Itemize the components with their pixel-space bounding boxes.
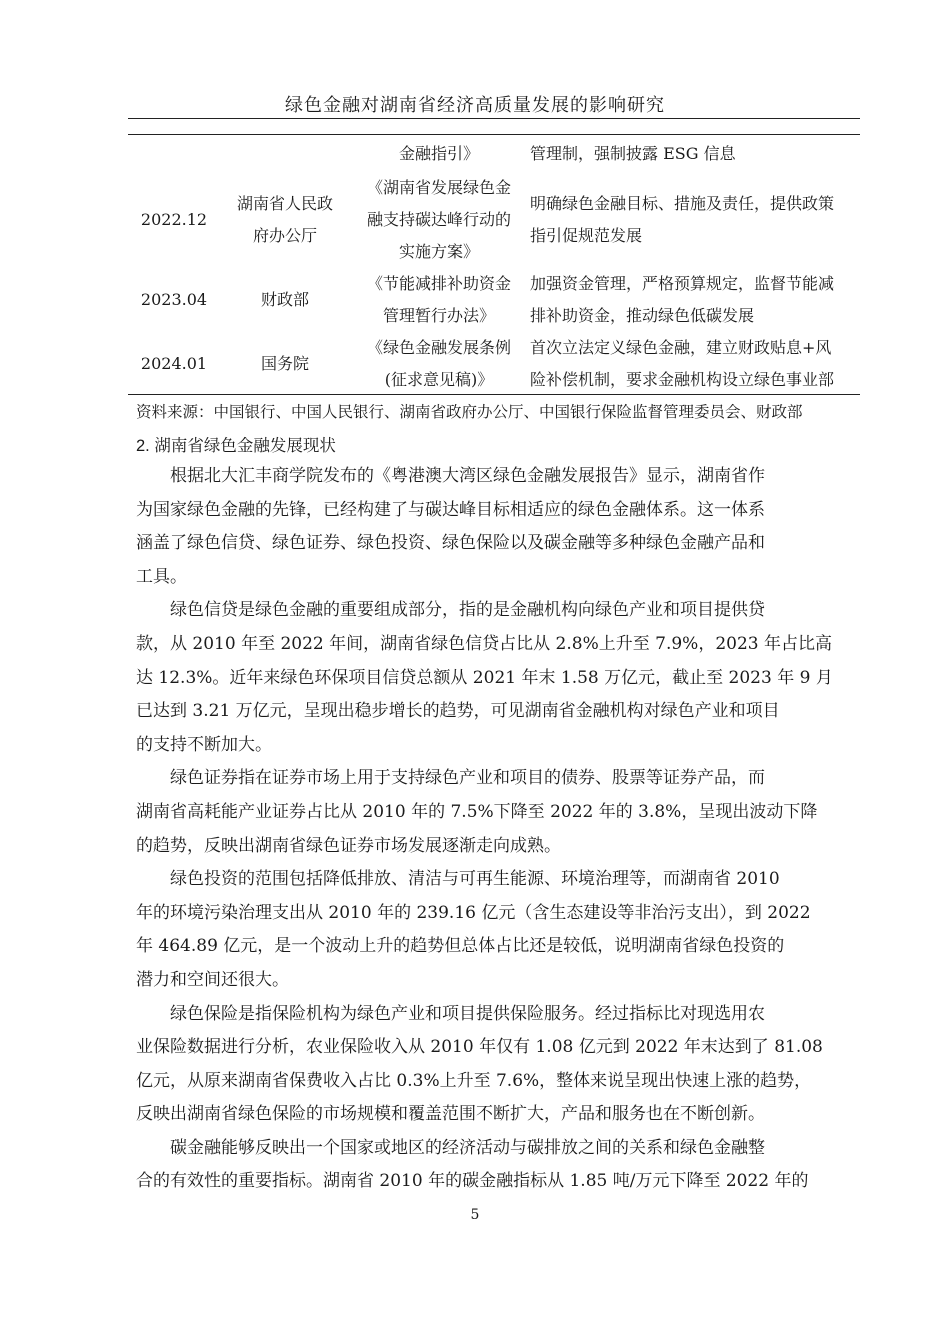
- paragraph-line: 合的有效性的重要指标。湖南省 2010 年的碳金融指标从 1.85 吨/万元下降至 2022 年的: [136, 1171, 809, 1192]
- paragraph-line: 反映出湖南省绿色保险的市场规模和覆盖范围不断扩大，产品和服务也在不断创新。: [136, 1104, 765, 1125]
- paragraph-line: 根据北大汇丰商学院发布的《粤港澳大湾区绿色金融发展报告》显示，湖南省作: [170, 466, 765, 486]
- table-top-rule: [128, 134, 860, 135]
- document-cell-line: 《湖南省发展绿色金: [366, 178, 511, 197]
- table-row: [128, 138, 860, 170]
- paragraph-line: 款，从 2010 年至 2022 年间，湖南省绿色信贷占比从 2.8%上升至 7.9%，2023 年占比高: [136, 633, 832, 654]
- date-cell: 2024.01: [140, 354, 208, 373]
- document-cell: [350, 332, 528, 396]
- document-cell: [350, 172, 528, 268]
- content-cell-line: 管理制，强制披露 ESG 信息: [530, 144, 736, 163]
- paragraph-line: 业保险数据进行分析，农业保险收入从 2010 年仅有 1.08 亿元到 2022 年末达到了 81.08: [136, 1037, 823, 1058]
- paragraph-line: 工具。: [136, 566, 187, 587]
- issuer-cell-line: 国务院: [260, 354, 309, 373]
- paragraph: [136, 460, 858, 594]
- document-cell-line: 金融指引》: [398, 144, 479, 163]
- header-rule: [128, 118, 860, 119]
- issuer-cell: [220, 284, 350, 316]
- content-cell: [528, 332, 860, 396]
- table-row: [128, 332, 860, 396]
- paragraph-line: 潜力和空间还很大。: [136, 969, 289, 990]
- running-header: 绿色金融对湖南省经济高质量发展的影响研究: [285, 95, 665, 116]
- paragraph-line: 绿色保险是指保险机构为绿色产业和项目提供保险服务。经过指标比对现选用农: [170, 1003, 765, 1024]
- paragraph-line: 绿色证券指在证券市场上用于支持绿色产业和项目的债券、股票等证券产品，而: [170, 768, 765, 789]
- document-cell: [350, 138, 528, 170]
- paragraph: [136, 762, 858, 863]
- page-number: 5: [470, 1207, 480, 1223]
- issuer-cell-line: 湖南省人民政: [236, 194, 333, 213]
- document-cell-line: 《节能减排补助资金: [366, 274, 511, 293]
- table-row: [128, 172, 860, 268]
- issuer-cell: [220, 348, 350, 380]
- content-cell: [528, 138, 860, 170]
- body-text: [136, 460, 858, 1199]
- document-cell-line: 管理暂行办法》: [382, 306, 495, 325]
- date-cell: 2023.04: [140, 290, 208, 309]
- paragraph-line: 为国家绿色金融的先锋，已经构建了与碳达峰目标相适应的绿色金融体系。这一体系: [136, 499, 765, 520]
- document-cell-line: 融支持碳达峰行动的: [366, 210, 511, 229]
- content-cell-line: 险补偿机制，要求金融机构设立绿色事业部: [530, 370, 835, 389]
- content-cell: [528, 268, 860, 332]
- document-cell-line: 实施方案》: [398, 242, 479, 261]
- paragraph: [136, 1132, 858, 1199]
- document-cell: [350, 268, 528, 332]
- paragraph: [136, 998, 858, 1132]
- date-cell: 2022.12: [140, 210, 208, 229]
- table-row: [128, 268, 860, 332]
- document-cell-line: 《绿色金融发展条例: [366, 338, 511, 357]
- paragraph-line: 的支持不断加大。: [136, 734, 272, 755]
- paragraph-line: 的趋势，反映出湖南省绿色证券市场发展逐渐走向成熟。: [136, 835, 561, 856]
- content-cell-line: 首次立法定义绿色金融，建立财政贴息+风: [530, 338, 832, 357]
- paragraph: [136, 594, 858, 762]
- paragraph-line: 绿色投资的范围包括降低排放、清洁与可再生能源、环境治理等，而湖南省 2010: [170, 869, 780, 890]
- document-cell-line: (征求意见稿)》: [384, 370, 494, 389]
- section-heading: 2. 湖南省绿色金融发展现状: [136, 437, 336, 455]
- paragraph-line: 年的环境污染治理支出从 2010 年的 239.16 亿元（含生态建设等非治污支出），到 2022: [136, 902, 811, 923]
- paragraph-line: 碳金融能够反映出一个国家或地区的经济活动与碳排放之间的关系和绿色金融整: [170, 1137, 765, 1158]
- table-source-note: 资料来源：中国银行、中国人民银行、湖南省政府办公厅、中国银行保险监督管理委员会、财政部: [136, 403, 803, 421]
- content-cell-line: 指引促规范发展: [530, 226, 643, 245]
- table-bottom-rule: [128, 394, 860, 395]
- paragraph-line: 年 464.89 亿元，是一个波动上升的趋势但总体占比还是较低，说明湖南省绿色投资的: [136, 936, 785, 957]
- paragraph-line: 湖南省高耗能产业证券占比从 2010 年的 7.5%下降至 2022 年的 3.8%，呈现出波动下降: [136, 801, 818, 822]
- paragraph-line: 已达到 3.21 万亿元，呈现出稳步增长的趋势，可见湖南省金融机构对绿色产业和项目: [136, 701, 780, 722]
- content-cell-line: 加强资金管理，严格预算规定，监督节能减: [530, 274, 835, 293]
- content-cell-line: 排补助资金，推动绿色低碳发展: [530, 306, 755, 325]
- paragraph-line: 绿色信贷是绿色金融的重要组成部分，指的是金融机构向绿色产业和项目提供贷: [170, 600, 765, 621]
- paragraph-line: 亿元，从原来湖南省保费收入占比 0.3%上升至 7.6%，整体来说呈现出快速上涨的趋势，: [136, 1070, 812, 1091]
- content-cell-line: 明确绿色金融目标、措施及责任，提供政策: [530, 194, 835, 213]
- paragraph-line: 涵盖了绿色信贷、绿色证券、绿色投资、绿色保险以及碳金融等多种绿色金融产品和: [136, 533, 765, 554]
- issuer-cell-line: 财政部: [260, 290, 309, 309]
- content-cell: [528, 188, 860, 252]
- issuer-cell: [220, 188, 350, 252]
- issuer-cell-line: 府办公厅: [252, 226, 317, 245]
- paragraph: [136, 863, 858, 997]
- paragraph-line: 达 12.3%。近年来绿色环保项目信贷总额从 2021 年末 1.58 万亿元，截止至 2023 年 9 月: [136, 667, 833, 688]
